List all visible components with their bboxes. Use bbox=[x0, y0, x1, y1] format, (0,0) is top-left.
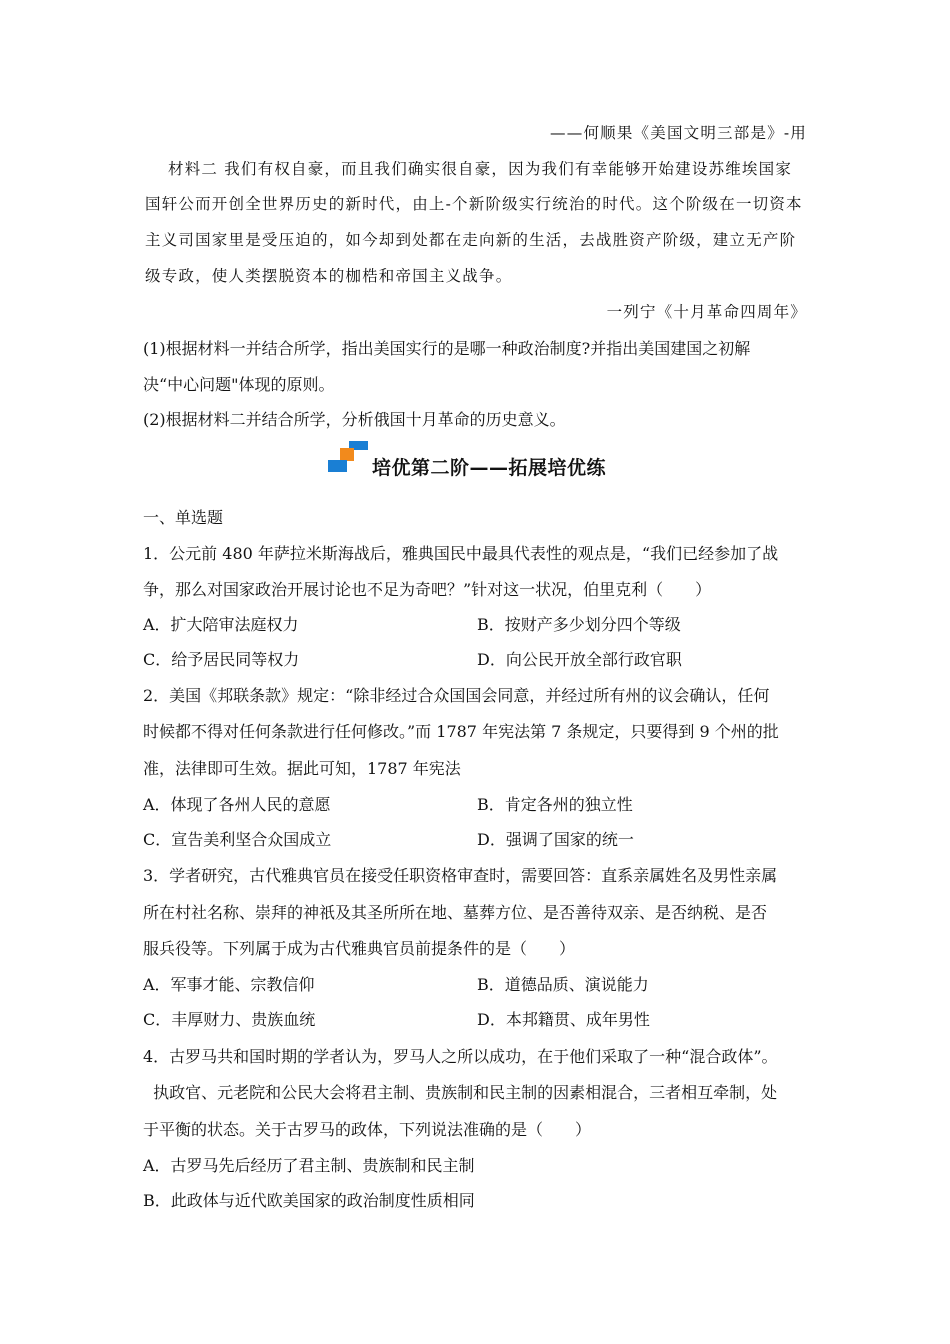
section-title: 培优第二阶——拓展培优练 bbox=[372, 457, 607, 479]
q2-option-a: A．体现了各州人民的意愿 bbox=[143, 795, 331, 814]
q2-option-c: C．宣告美利坚合众国成立 bbox=[143, 830, 332, 849]
q1-option-c: C．给予居民同等权力 bbox=[143, 650, 300, 669]
question-part-2: (2)根据材料二并结合所学，分析俄国十月革命的历史意义。 bbox=[143, 410, 566, 429]
q3-option-d: D．本邦籍贯、成年男性 bbox=[477, 1010, 650, 1029]
q3-stem-line-1: 3．学者研究，古代雅典官员在接受任职资格审查时，需要回答：直系亲属姓名及男性亲属 bbox=[143, 866, 778, 885]
section-icon bbox=[328, 441, 368, 473]
q2-stem-line-3: 准，法律即可生效。据此可知，1787 年宪法 bbox=[143, 759, 461, 778]
q3-option-a: A．军事才能、宗教信仰 bbox=[143, 975, 315, 994]
q3-option-c: C．丰厚财力、贵族血统 bbox=[143, 1010, 316, 1029]
material2-line-3: 主义司国家里是受压迫的，如今却到处都在走向新的生活，去战胜资产阶级，建立无产阶 bbox=[145, 231, 797, 249]
material2-source: 一列宁《十月革命四周年》 bbox=[606, 303, 807, 321]
q2-option-d: D．强调了国家的统一 bbox=[477, 830, 634, 849]
subsection-heading: 一、单选题 bbox=[143, 508, 224, 527]
q4-stem-line-3: 于平衡的状态。关于古罗马的政体，下列说法准确的是（ ） bbox=[143, 1120, 592, 1139]
material2-line-1: 材料二 我们有权自豪，而且我们确实很自豪，因为我们有幸能够开始建设苏维埃国家 bbox=[168, 160, 793, 178]
q4-stem-line-2: 执政官、元老院和公民大会将君主制、贵族制和民主制的因素相混合，三者相互牵制，处 bbox=[143, 1083, 778, 1102]
q1-option-b: B．按财产多少划分四个等级 bbox=[477, 615, 681, 634]
q1-option-d: D．向公民开放全部行政官职 bbox=[477, 650, 682, 669]
q1-stem-line-1: 1．公元前 480 年萨拉米斯海战后，雅典国民中最具代表性的观点是，“我们已经参加了战 bbox=[143, 544, 779, 563]
q4-option-b: B．此政体与近代欧美国家的政治制度性质相同 bbox=[143, 1191, 475, 1210]
q3-stem-line-3: 服兵役等。下列属于成为古代雅典官员前提条件的是（ ） bbox=[143, 939, 576, 958]
material2-line-4: 级专政，使人类摆脱资本的枷梏和帝国主义战争。 bbox=[145, 267, 513, 285]
q4-option-a: A．古罗马先后经历了君主制、贵族制和民主制 bbox=[143, 1156, 475, 1175]
material2-line-2: 国轩公而开创全世界历史的新时代，由上-个新阶级实行统治的时代。这个阶级在一切资本 bbox=[145, 195, 803, 213]
material1-source: ——何顺果《美国文明三部是》-用 bbox=[550, 124, 807, 142]
q2-stem-line-1: 2．美国《邦联条款》规定：“除非经过合众国国会同意，并经过所有州的议会确认，任何 bbox=[143, 686, 770, 705]
q1-option-a: A．扩大陪审法庭权力 bbox=[143, 615, 299, 634]
q2-stem-line-2: 时候都不得对任何条款进行任何修改。”而 1787 年宪法第 7 条规定，只要得到 9 个州的批 bbox=[143, 722, 779, 741]
q2-option-b: B．肯定各州的独立性 bbox=[477, 795, 633, 814]
q1-stem-line-2: 争，那么对国家政治开展讨论也不足为奇吧？”针对这一状况，伯里克利（ ） bbox=[143, 580, 712, 599]
q3-stem-line-2: 所在村社名称、崇拜的神祇及其圣所所在地、墓葬方位、是否善待双亲、是否纳税、是否 bbox=[143, 903, 768, 922]
q3-option-b: B．道德品质、演说能力 bbox=[477, 975, 649, 994]
question-part-1-line-1: (1)根据材料一并结合所学，指出美国实行的是哪一种政治制度?并指出美国建国之初解 bbox=[143, 339, 751, 358]
q4-stem-line-1: 4．古罗马共和国时期的学者认为，罗马人之所以成功，在于他们采取了一种“混合政体”。 bbox=[143, 1047, 778, 1066]
question-part-1-line-2: 决“中心问题"体现的原则。 bbox=[143, 375, 335, 394]
